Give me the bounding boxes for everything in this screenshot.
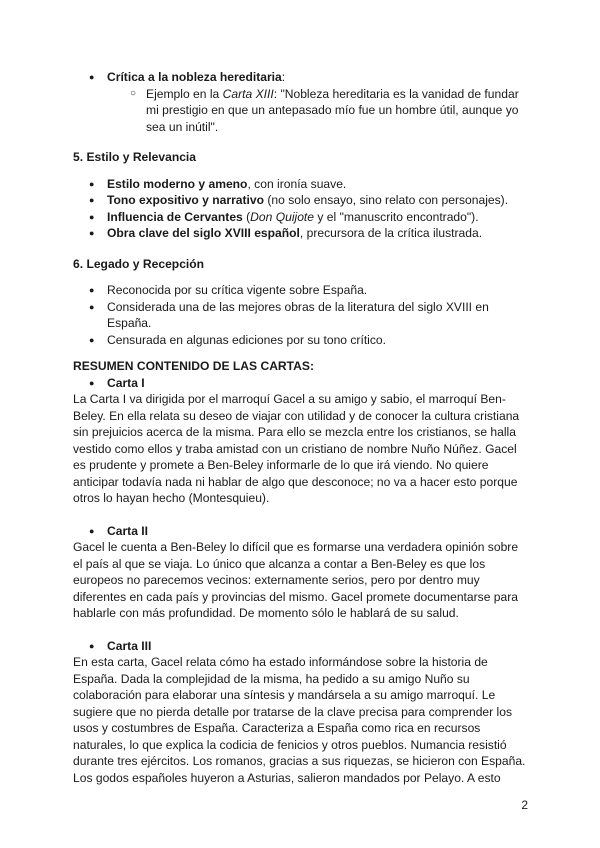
section-heading-5: 5. Estilo y Relevancia: [73, 150, 197, 164]
sub-list-item: [73, 86, 529, 136]
item-text: : "Nobleza hereditaria es la vanidad de fundar mi prestigio en que un antepasado mío fue un hombre útil, aunque yo sea un inútil".: [146, 86, 519, 134]
list-item: ● Reconocida por su crítica vigente sobre España.: [73, 282, 529, 299]
list-item: ● Considerada una de las mejores obras de la literatura del siglo XVIII en España.: [73, 299, 529, 332]
item-bold: Influencia de Cervantes: [107, 209, 243, 224]
item-text: y el "manuscrito encontrado").: [314, 209, 479, 224]
item-text: , con ironía suave.: [247, 176, 347, 191]
item-text: Ejemplo en la: [146, 86, 223, 101]
s6-list: [73, 282, 529, 348]
item-text: (: [242, 209, 251, 224]
list-item: [73, 192, 529, 209]
item-text: , precursora de la crítica ilustrada.: [299, 226, 483, 240]
carta-title: ● Carta II: [73, 523, 529, 540]
item-bold: Estilo moderno y ameno: [107, 176, 248, 191]
list-item: [73, 209, 529, 226]
document-page: [73, 69, 529, 786]
item-italic: Carta XIII: [222, 86, 274, 101]
list-item: ● Censurada en algunas ediciones por su tono crítico.: [73, 332, 529, 349]
item-italic: Don Quijote: [250, 209, 315, 224]
page-number: 2: [521, 798, 528, 812]
carta-paragraph: En esta carta, Gacel relata cómo ha estado informándose sobre la historia de España. Dada la complejidad de la misma, ha pedido a su amigo Nuño su colaboración para elaborar una síntesis y mandársela a su amigo marroquí. Le sugiere que no pierda detalle por tratarse de la clave precisa para comprender los usos y costumbres de España. Caracteriza a España como rica en recursos naturales, lo que explica la codicia de fenicios y otros pueblos. Numancia resistió durante tres ejércitos. Los romanos, gracias a sus riquezas, se hicieron con España. Los godos españoles huyeron a Asturias, salieron mandados por Pelayo. A esto: [73, 655, 526, 785]
carta-paragraph: Gacel le cuenta a Ben-Beley lo difícil que es formarse una verdadera opinión sobre el país al que se viaja. Lo único que alcanza a contar a Ben-Beley es que los europeos no parecemos vecinos: externamente serios, pero por dentro muy diferentes en cada país y provincias del mismo. Gacel promete documentarse para hablarle con más profundidad. De momento sólo le hablará de su salud.: [73, 540, 519, 620]
item-bold: Crítica a la nobleza hereditaria: [107, 70, 282, 84]
carta-title: ● Carta I: [73, 375, 529, 392]
s5-list: [73, 176, 529, 242]
item-bold: Tono expositivo y narrativo: [107, 193, 265, 207]
item-bold: Obra clave del siglo XVIII español: [107, 226, 300, 240]
list-item: [73, 176, 529, 193]
carta-title: ● Carta III: [73, 638, 529, 655]
carta-paragraph: La Carta I va dirigida por el marroquí Gacel a su amigo y sabio, el marroquí Ben-Beley. En ella relata su deseo de viajar con utilidad y de conocer la cultura cristiana sin prejuicios acerca de la misma. Para ello se mezcla entre los cristianos, se halla vestido como ellos y traba amistad con un cristiano de nombre Nuño Núñez. Gacel es prudente y promete a Ben-Beley informarle de lo que irá viendo. No quiere anticipar todavía nada ni hablar de algo que desconoce; no va a hacer esto porque otros lo hayan hecho (Montesquieu).: [73, 392, 520, 505]
item-text: :: [281, 70, 286, 84]
list-item: [73, 225, 529, 242]
s4-list: [73, 69, 529, 135]
resumen-heading: RESUMEN CONTENIDO DE LAS CARTAS:: [73, 359, 314, 373]
list-item: [73, 69, 529, 86]
section-heading-6: 6. Legado y Recepción: [73, 256, 205, 271]
item-text: (no solo ensayo, sino relato con personajes).: [264, 193, 509, 207]
